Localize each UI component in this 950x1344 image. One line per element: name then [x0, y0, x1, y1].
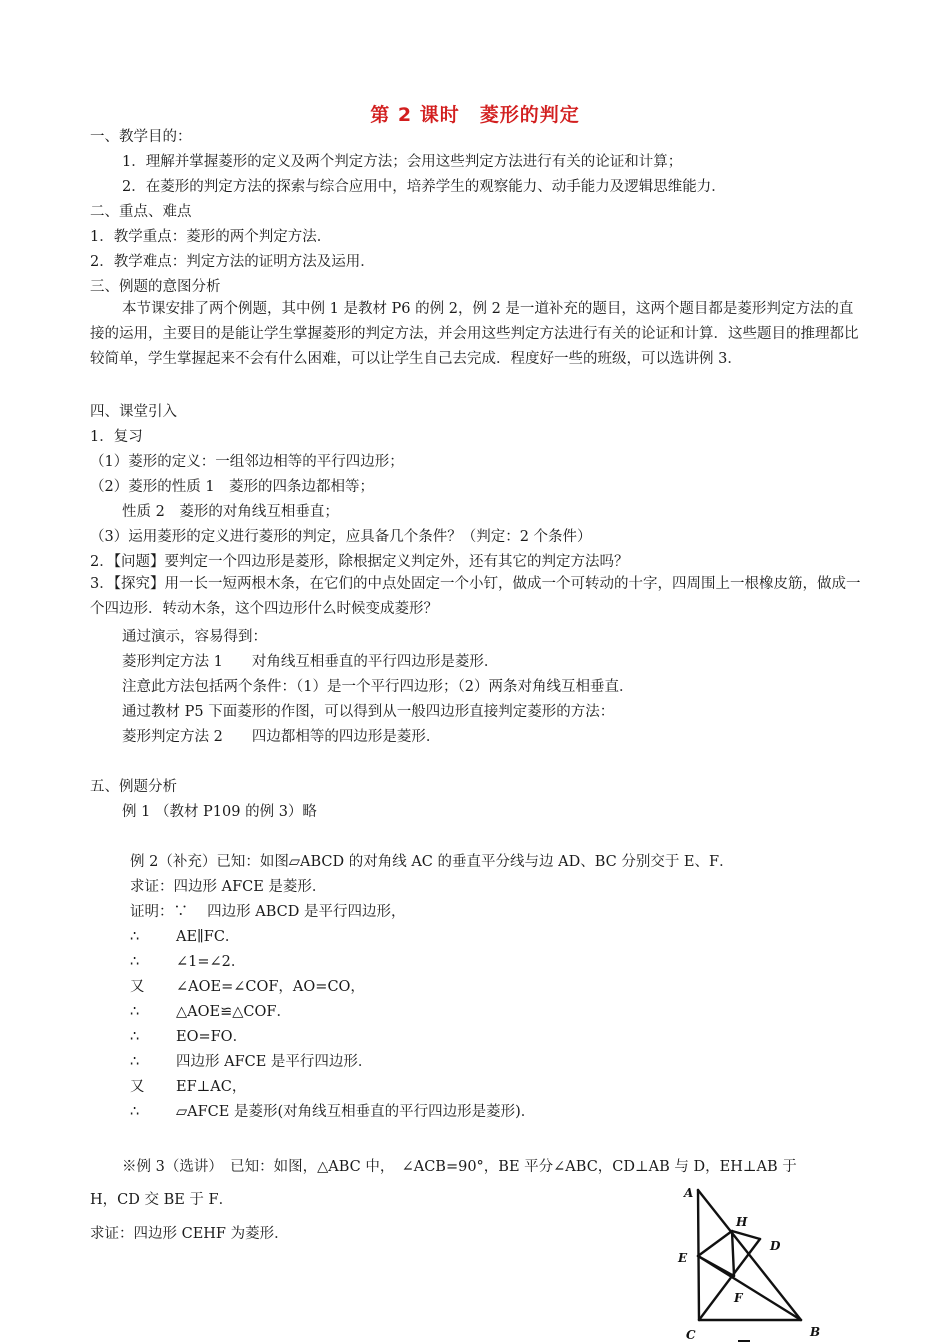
proof-step-mark: ∴: [130, 929, 140, 945]
proof-step: [130, 1052, 372, 1072]
proof-step: [130, 1077, 246, 1097]
proof-step: [130, 1102, 535, 1122]
triangle-figure: [668, 1180, 828, 1344]
proof-step: [130, 1002, 291, 1022]
example-3-statement-cont: H，CD 交 BE 于 F．: [90, 1192, 234, 1208]
proof-step-mark: ∴: [130, 954, 140, 970]
goal-item-2: 2．在菱形的判定方法的探索与综合应用中，培养学生的观察能力、动手能力及逻辑思维能力．: [122, 179, 726, 195]
proof-step: [130, 952, 245, 972]
section-1-heading: 一、教学目的：: [90, 129, 192, 145]
segment-ef: [698, 1256, 734, 1276]
difficult-point: 2．教学难点：判定方法的证明方法及运用．: [90, 254, 375, 270]
review-question: （3）运用菱形的定义进行菱形的判定，应具备几个条件？（判定：2 个条件）: [90, 529, 592, 545]
section-5-heading: 五、例题分析: [90, 779, 177, 795]
method-2: 菱形判定方法 2 四边都相等的四边形是菱形．: [122, 729, 441, 745]
label-e: E: [678, 1251, 688, 1265]
segment-eh: [698, 1231, 732, 1256]
example-3-prove: 求证：四边形 CEHF 为菱形．: [90, 1226, 289, 1242]
review-property-2: 性质 2 菱形的对角线互相垂直；: [122, 504, 339, 520]
proof-header: 证明：∵ 四边形 ABCD 是平行四边形，: [130, 904, 406, 920]
demo-line: 通过演示，容易得到：: [122, 629, 267, 645]
method-1: 菱形判定方法 1 对角线互相垂直的平行四边形是菱形．: [122, 654, 499, 670]
explore-paragraph: 3．【探究】用一长一短两根木条，在它们的中点处固定一个小钉，做成一个可转动的十字，四周围上一根橡皮筋，做成一个四边形．转动木条，这个四边形什么时候变成菱形？: [90, 576, 861, 617]
proof-step-text: ∠AOE=∠COF，AO=CO，: [176, 979, 365, 995]
problem-question: 2．【问题】要判定一个四边形是菱形，除根据定义判定外，还有其它的判定方法吗？: [90, 554, 629, 570]
review-definition: （1）菱形的定义：一组邻边相等的平行四边形；: [90, 454, 404, 470]
key-point: 1．教学重点：菱形的两个判定方法．: [90, 229, 332, 245]
example-2-statement: 例 2（补充）已知：如图▱ABCD 的对角线 AC 的垂直平分线与边 AD、BC 分别交于 E、F．: [130, 854, 734, 870]
label-a: A: [684, 1186, 694, 1200]
altitude-cd: [699, 1239, 760, 1320]
proof-step-mark: ∴: [130, 1054, 140, 1070]
goal-item-1: 1．理解并掌握菱形的定义及两个判定方法；会用这些判定方法进行有关的论证和计算；: [122, 154, 683, 170]
label-d: D: [770, 1239, 781, 1253]
label-f: F: [734, 1291, 743, 1305]
proof-step-mark: 又: [130, 979, 145, 995]
proof-step-mark: 又: [130, 1079, 145, 1095]
example-1: 例 1 （教材 P109 的例 3）略: [122, 804, 317, 820]
proof-step: [130, 977, 365, 997]
label-c: C: [686, 1328, 696, 1342]
intent-paragraph: 本节课安排了两个例题，其中例 1 是教材 P6 的例 2，例 2 是一道补充的题目，这两个题目都是菱形判定方法的直接的运用，主要目的是能让学生掌握菱形的判定方法，并会用这些判定方法进行有关的论证和计算．这些题目的推理都比较简单，学生掌握起来不会有什么困难，可以让学生自己去完成．程度好一些的班级，可以选讲例 3．: [90, 301, 859, 367]
proof-step-mark: ∴: [130, 1104, 140, 1120]
page-title: 第 2 课时 菱形的判定: [370, 104, 580, 126]
method-1-note: 注意此方法包括两个条件：（1）是一个平行四边形；（2）两条对角线互相垂直．: [122, 679, 634, 695]
proof-step-text: ▱AFCE 是菱形(对角线互相垂直的平行四边形是菱形)．: [176, 1104, 536, 1120]
section-3-heading: 三、例题的意图分析: [90, 279, 221, 295]
proof-step-text: △AOE≌△COF．: [176, 1004, 291, 1020]
proof-step-text: EF⊥AC，: [176, 1079, 247, 1095]
construction-line: 通过教材 P5 下面菱形的作图，可以得到从一般四边形直接判定菱形的方法：: [122, 704, 615, 720]
proof-step-mark: ∴: [130, 1004, 140, 1020]
review-property-1: （2）菱形的性质 1 菱形的四条边都相等；: [90, 479, 375, 495]
proof-step-text: ∠1=∠2．: [176, 954, 246, 970]
example-3-statement: ※例 3（选讲） 已知：如图，△ABC 中， ∠ACB=90°，BE 平分∠ABC，CD⊥AB 与 D，EH⊥AB 于: [122, 1159, 797, 1175]
review-label: 1．复习: [90, 429, 143, 445]
proof-step-text: EO=FO．: [176, 1029, 248, 1045]
proof-step-text: AE∥FC．: [176, 929, 240, 945]
label-b: B: [810, 1325, 821, 1339]
proof-step-text: 四边形 AFCE 是平行四边形．: [176, 1054, 373, 1070]
section-2-heading: 二、重点、难点: [90, 204, 192, 220]
label-h: H: [736, 1215, 748, 1229]
proof-step: [130, 1027, 247, 1047]
section-4-heading: 四、课堂引入: [90, 404, 177, 420]
segment-hf: [732, 1231, 734, 1276]
proof-step: [130, 927, 239, 947]
example-2-prove: 求证：四边形 AFCE 是菱形．: [130, 879, 327, 895]
proof-step-mark: ∴: [130, 1029, 140, 1045]
